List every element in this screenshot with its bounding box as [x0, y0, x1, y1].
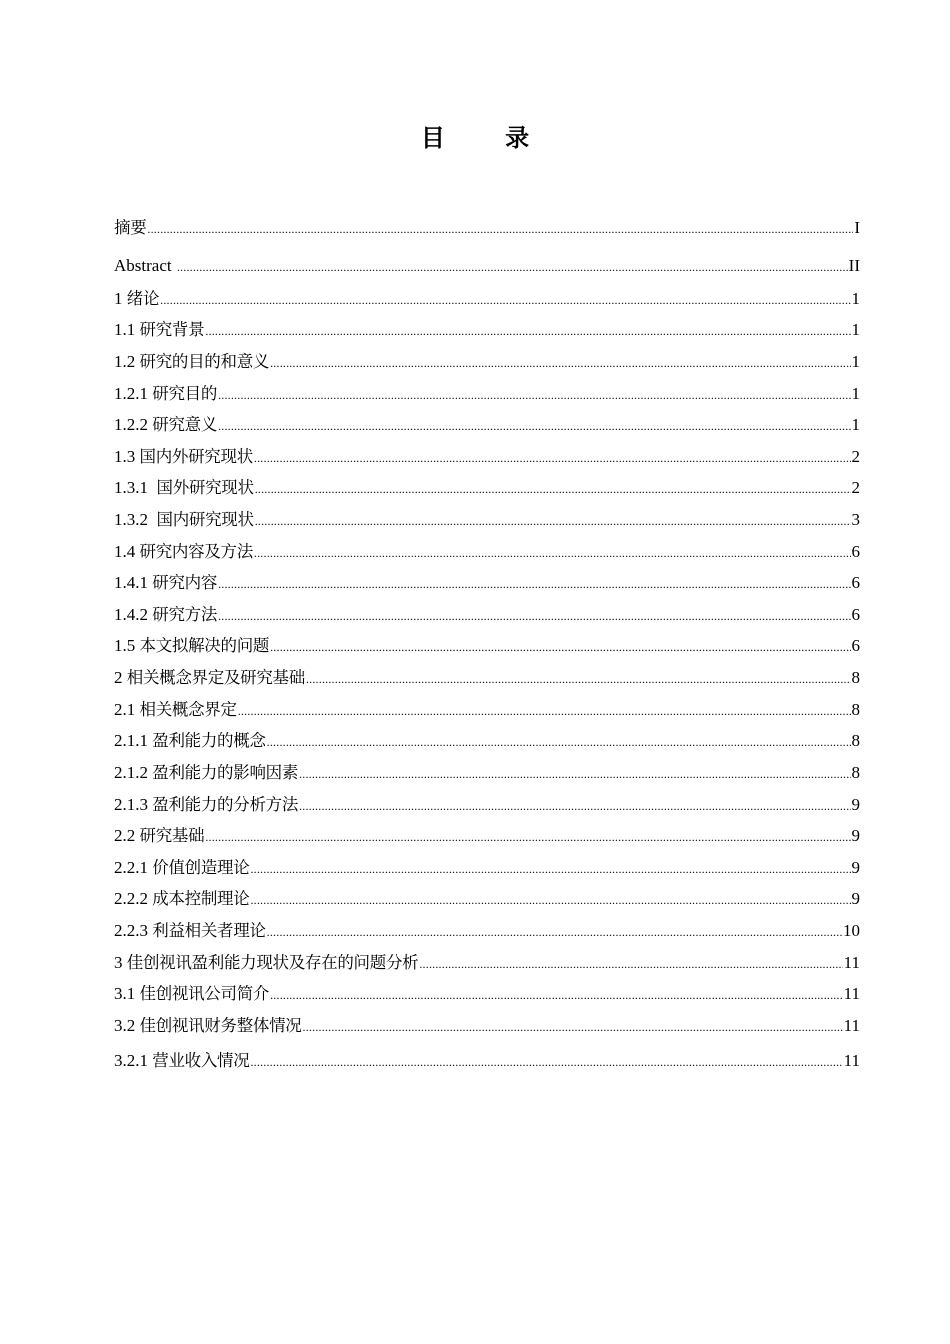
- toc-entry-number: 3.1: [114, 984, 140, 1003]
- toc-entry[interactable]: [114, 919, 860, 943]
- toc-dot-leader: [299, 794, 850, 818]
- toc-entry-number: 3.2: [114, 1016, 140, 1035]
- toc-entry-number: 1.2.1: [114, 384, 153, 403]
- toc-entry-page-number: 6: [851, 636, 860, 655]
- toc-dot-leader: [238, 699, 851, 723]
- toc-dot-leader: [303, 1015, 843, 1039]
- toc-entry-label: [114, 856, 249, 880]
- toc-entry[interactable]: [114, 287, 860, 311]
- toc-entry-label: [114, 318, 204, 342]
- toc-title: 目 录: [420, 124, 556, 152]
- toc-entry-label: [114, 1049, 249, 1073]
- toc-entry[interactable]: [114, 887, 860, 911]
- toc-entry-page-number: 6: [851, 573, 860, 592]
- toc-entry-text: 研究内容及方法: [139, 542, 253, 561]
- toc-entry-label: [114, 824, 204, 848]
- toc-entry-number: 2.2.2: [114, 889, 153, 908]
- toc-entry-number: 1.4.2: [114, 605, 153, 624]
- toc-entry-text: 国外研究现状: [156, 478, 254, 497]
- toc-entry-label: [114, 634, 269, 658]
- toc-entry-number: 1.5: [114, 636, 140, 655]
- toc-entry[interactable]: [114, 540, 860, 564]
- toc-entry-page-number: 6: [851, 542, 860, 561]
- toc-dot-leader: [270, 351, 850, 375]
- toc-entry-page-number: 11: [843, 1016, 860, 1035]
- toc-entry-text: 摘要: [114, 218, 147, 237]
- toc-entry-page-number: 9: [851, 795, 860, 814]
- toc-entry-page-number: 11: [843, 1051, 860, 1070]
- toc-entry-text: 成本控制理论: [152, 889, 250, 908]
- toc-entry-text: 研究背景: [139, 320, 205, 339]
- toc-entry-number: 1.3.2: [114, 510, 157, 529]
- toc-dot-leader: [218, 572, 850, 596]
- toc-entry-text: 研究内容: [152, 573, 218, 592]
- toc-entry-page-number: 8: [851, 731, 860, 750]
- toc-entry[interactable]: [114, 793, 860, 817]
- toc-entry[interactable]: [114, 1049, 860, 1073]
- toc-entry-label: [114, 254, 176, 278]
- toc-entry-number: 1.3: [114, 447, 140, 466]
- toc-entry-number: 2.1: [114, 700, 140, 719]
- toc-entry-page-number: 3: [851, 510, 860, 529]
- toc-entry-label: [114, 982, 269, 1006]
- toc-entry-text: 佳创视讯财务整体情况: [139, 1016, 302, 1035]
- toc-entry-label: [114, 287, 159, 311]
- toc-entry-text: 相关概念界定及研究基础: [126, 668, 305, 687]
- toc-entry-number: 1.1: [114, 320, 140, 339]
- toc-entry-label: [114, 919, 266, 943]
- toc-entry-text: 盈利能力的分析方法: [152, 795, 299, 814]
- toc-entry-page-number: 11: [843, 984, 860, 1003]
- toc-entry[interactable]: [114, 603, 860, 627]
- toc-entry-text: 研究的目的和意义: [139, 352, 270, 371]
- toc-entry-page-number: 2: [851, 447, 860, 466]
- toc-entry[interactable]: [114, 856, 860, 880]
- toc-list: [114, 0, 860, 1344]
- toc-entry[interactable]: [114, 761, 860, 785]
- toc-entry-text: 盈利能力的影响因素: [152, 763, 299, 782]
- toc-dot-leader: [160, 288, 850, 312]
- toc-entry-number: 1.4: [114, 542, 140, 561]
- toc-entry-page-number: 1: [851, 320, 860, 339]
- toc-entry-label: [114, 761, 298, 785]
- toc-dot-leader: [205, 319, 850, 343]
- toc-entry-text: 佳创视讯公司简介: [139, 984, 270, 1003]
- toc-entry-label: [114, 666, 305, 690]
- toc-entry-label: [114, 508, 254, 532]
- toc-entry[interactable]: [114, 350, 860, 374]
- toc-dot-leader: [299, 762, 850, 786]
- toc-entry-number: 1.4.1: [114, 573, 153, 592]
- toc-entry-text: 利益相关者理论: [152, 921, 266, 940]
- toc-dot-leader: [270, 635, 850, 659]
- toc-entry[interactable]: [114, 698, 860, 722]
- toc-entry[interactable]: [114, 216, 860, 240]
- toc-dot-leader: [250, 888, 850, 912]
- toc-entry[interactable]: [114, 476, 860, 500]
- toc-entry-number: 2.1.3: [114, 795, 153, 814]
- toc-entry-page-number: 1: [851, 289, 860, 308]
- toc-dot-leader: [267, 730, 851, 754]
- toc-entry[interactable]: [114, 254, 860, 278]
- toc-entry[interactable]: [114, 1014, 860, 1038]
- toc-entry[interactable]: [114, 318, 860, 342]
- toc-dot-leader: [218, 604, 850, 628]
- toc-entry-label: [114, 951, 418, 975]
- toc-entry-page-number: 8: [851, 700, 860, 719]
- toc-entry[interactable]: [114, 951, 860, 975]
- toc-dot-leader: [147, 217, 853, 241]
- toc-entry[interactable]: [114, 382, 860, 406]
- toc-entry-text: 相关概念界定: [139, 700, 237, 719]
- toc-entry-text: 绪论: [126, 289, 160, 308]
- toc-entry-label: [114, 887, 249, 911]
- toc-entry-label: [114, 1014, 302, 1038]
- toc-entry-text: 研究方法: [152, 605, 218, 624]
- toc-dot-leader: [254, 446, 851, 470]
- toc-entry-page-number: 8: [851, 668, 860, 687]
- toc-entry-text: 营业收入情况: [152, 1051, 250, 1070]
- toc-entry[interactable]: [114, 413, 860, 437]
- toc-entry-page-number: II: [848, 256, 860, 275]
- toc-entry-page-number: I: [854, 218, 860, 237]
- toc-entry-page-number: 9: [851, 889, 860, 908]
- toc-dot-leader: [250, 857, 850, 881]
- toc-entry-page-number: 1: [851, 415, 860, 434]
- toc-entry-page-number: 10: [843, 921, 860, 940]
- toc-entry-text: 国内研究现状: [156, 510, 254, 529]
- toc-entry-label: [114, 540, 253, 564]
- toc-entry-page-number: 9: [851, 826, 860, 845]
- toc-entry-text: 盈利能力的概念: [152, 731, 266, 750]
- toc-entry-number: 1: [114, 289, 127, 308]
- toc-entry-page-number: 6: [851, 605, 860, 624]
- toc-entry[interactable]: [114, 824, 860, 848]
- toc-entry-number: 3: [114, 953, 127, 972]
- toc-entry-label: [114, 476, 254, 500]
- toc-entry-number: 1.2: [114, 352, 140, 371]
- toc-dot-leader: [205, 825, 850, 849]
- toc-dot-leader: [270, 983, 843, 1007]
- toc-entry[interactable]: [114, 729, 860, 753]
- toc-entry-page-number: 11: [843, 953, 860, 972]
- toc-entry-page-number: 2: [851, 478, 860, 497]
- toc-entry[interactable]: [114, 445, 860, 469]
- toc-entry-label: [114, 413, 217, 437]
- toc-entry[interactable]: [114, 634, 860, 658]
- toc-entry-label: [114, 729, 266, 753]
- toc-entry-label: [114, 698, 237, 722]
- toc-dot-leader: [255, 509, 851, 533]
- toc-entry-label: [114, 216, 146, 240]
- toc-entry-label: [114, 350, 269, 374]
- toc-dot-leader: [255, 477, 851, 501]
- toc-entry-label: [114, 793, 298, 817]
- toc-entry-text: 国内外研究现状: [139, 447, 253, 466]
- toc-entry-number: 2.1.1: [114, 731, 153, 750]
- toc-entry-number: 2.2: [114, 826, 140, 845]
- toc-entry-page-number: 1: [851, 352, 860, 371]
- toc-entry[interactable]: [114, 508, 860, 532]
- toc-entry-label: [114, 445, 253, 469]
- toc-dot-leader: [218, 414, 850, 438]
- toc-dot-leader: [306, 667, 851, 691]
- toc-entry-number: 1.2.2: [114, 415, 153, 434]
- toc-entry-number: 3.2.1: [114, 1051, 153, 1070]
- toc-entry-number: 1.3.1: [114, 478, 157, 497]
- toc-dot-leader: [254, 541, 851, 565]
- toc-dot-leader: [250, 1050, 842, 1074]
- toc-entry[interactable]: [114, 982, 860, 1006]
- toc-entry-number: 2.1.2: [114, 763, 153, 782]
- toc-entry-text: 佳创视讯盈利能力现状及存在的问题分析: [126, 953, 419, 972]
- toc-dot-leader: [267, 920, 842, 944]
- toc-dot-leader: [218, 383, 850, 407]
- toc-entry-number: 2.2.3: [114, 921, 153, 940]
- toc-entry-text: 本文拟解决的问题: [139, 636, 270, 655]
- toc-entry-text: 价值创造理论: [152, 858, 250, 877]
- toc-entry[interactable]: [114, 571, 860, 595]
- toc-entry-number: 2: [114, 668, 127, 687]
- toc-entry-page-number: 9: [851, 858, 860, 877]
- toc-entry-label: [114, 571, 217, 595]
- toc-entry-page-number: 8: [851, 763, 860, 782]
- toc-dot-leader: [177, 255, 848, 279]
- toc-entry-page-number: 1: [851, 384, 860, 403]
- toc-entry-number: 2.2.1: [114, 858, 153, 877]
- toc-entry-label: [114, 382, 217, 406]
- toc-entry-text: 研究目的: [152, 384, 218, 403]
- toc-entry-text: 研究基础: [139, 826, 205, 845]
- toc-entry-text: 研究意义: [152, 415, 218, 434]
- toc-entry-text: Abstract: [114, 256, 176, 275]
- toc-entry[interactable]: [114, 666, 860, 690]
- toc-entry-label: [114, 603, 217, 627]
- toc-dot-leader: [419, 952, 842, 976]
